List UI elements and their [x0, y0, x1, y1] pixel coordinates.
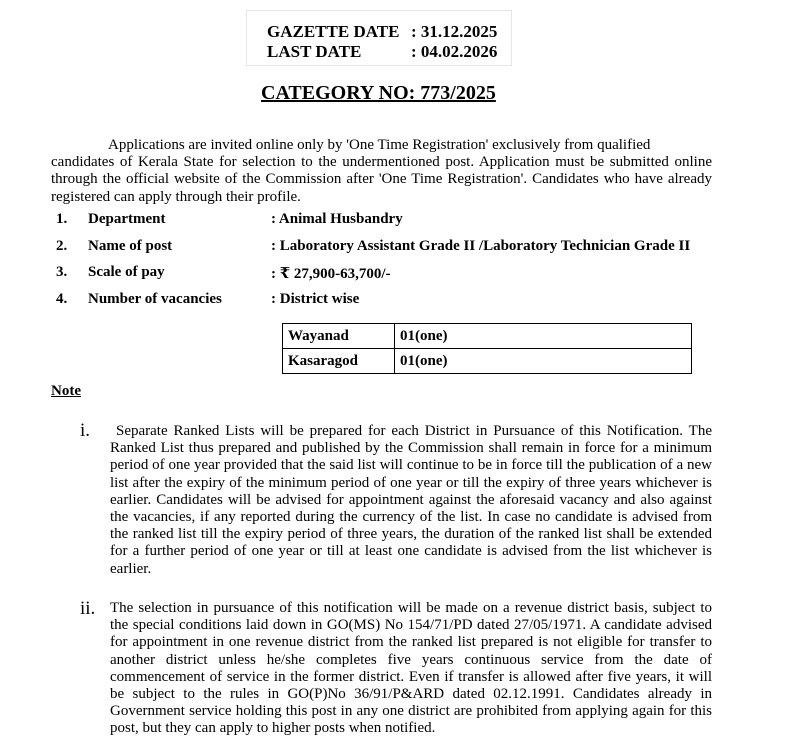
gazette-date-label: GAZETTE DATE: [267, 22, 400, 41]
gazette-date-value: : 31.12.2025: [411, 22, 498, 41]
category-number: CATEGORY NO: 773/2025: [261, 82, 496, 104]
last-date-label: LAST DATE: [267, 42, 362, 61]
district-cell: Wayanad: [283, 324, 395, 349]
intro-paragraph: [51, 137, 712, 206]
date-box: [246, 10, 512, 66]
gazette-date-row: [267, 21, 498, 42]
detail-number: 1.: [56, 211, 68, 227]
table-row: [283, 349, 692, 374]
detail-number: 2.: [56, 238, 68, 254]
note-paragraph-1: Separate Ranked Lists will be prepared for each District in Pursuance of this Notification. The Ranked List thus prepared and published by the Commission shall remain in force for a minimum period of one year provided that the said list will continue to be in force till the publication of a new list after the expiry of the minimum period of one year or till the expiry of three years whichever is earlier. Candidates will be advised for appointment against the aforesaid vacancy and also against the vacancies, if any reported during the currency of the list. In case no candidate is advised from the ranked list till the expiry period of three years, the duration of the ranked list shall be extended for a further period of one year or till at least one candidate is advised from the list whichever is earlier.: [110, 423, 712, 577]
detail-value-department: : Animal Husbandry: [271, 211, 403, 227]
detail-value-post: : Laboratory Assistant Grade II /Laboratory Technician Grade II: [271, 238, 691, 254]
intro-rest: candidates of Kerala State for selection to the undermentioned post. Application must be submitted online through the official website of the Commission after 'One Time Registration'. Candidates who have already registered can apply through their profile.: [51, 154, 712, 205]
last-date-row: [267, 41, 498, 62]
detail-number: 4.: [56, 291, 68, 307]
detail-label-post: Name of post: [88, 238, 173, 254]
last-date-value: : 04.02.2026: [411, 42, 498, 61]
detail-label-pay: Scale of pay: [88, 264, 165, 280]
note-numeral: ii.: [80, 598, 96, 619]
vacancy-count-cell: 01(one): [395, 349, 692, 374]
note-paragraph-2: The selection in pursuance of this notification will be made on a revenue district basis, subject to the special conditions laid down in GO(MS) No 154/71/PD dated 27/05/1971. A candidate advised for appointment in one revenue district from the ranked list prepared is not eligible for transfer to another district unless he/she completes five years continuous service from the date of commencement of service in the former district. Even if transfer is allowed after five years, it will be subject to the rules in GO(P)No 36/91/P&ARD dated 02.12.1991. Candidates already in Government service holding this post in any one district are prohibited from applying again for this post, but they can apply to higher posts when notified.: [110, 600, 712, 737]
detail-value-pay: : ₹ 27,900-63,700/-: [271, 266, 391, 282]
intro-first-line: Applications are invited online only by 'One Time Registration' exclusively from qualified: [108, 137, 651, 153]
note-numeral: i.: [80, 420, 91, 441]
district-cell: Kasaragod: [283, 349, 395, 374]
detail-label-vacancies: Number of vacancies: [88, 291, 222, 307]
detail-value-vacancies: : District wise: [271, 291, 360, 307]
note-heading: Note: [51, 383, 81, 399]
detail-number: 3.: [56, 264, 68, 280]
detail-label-department: Department: [88, 211, 166, 227]
vacancy-table: [282, 323, 692, 374]
vacancy-count-cell: 01(one): [395, 324, 692, 349]
table-row: [283, 324, 692, 349]
